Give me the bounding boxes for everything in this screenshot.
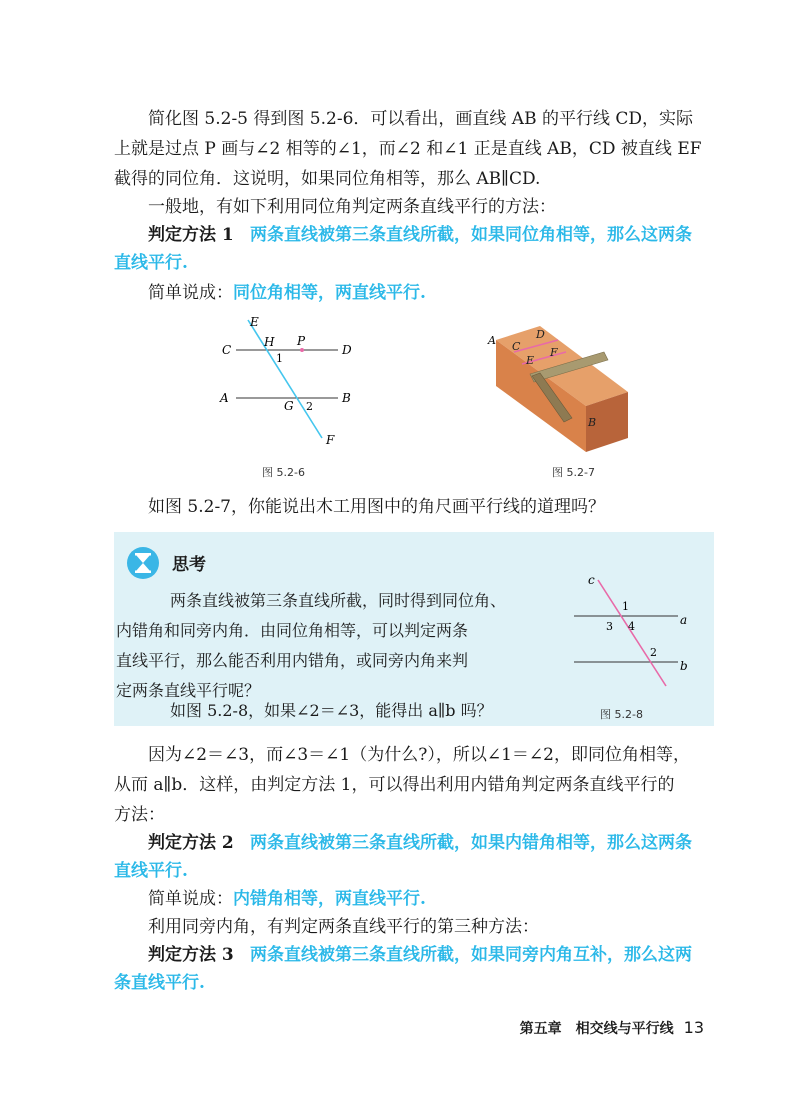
think-line5: 如图 5.2-8，如果∠2＝∠3，能得出 a∥b 吗？ [170,701,493,720]
label-f: F [326,433,335,447]
para3-line2: 从而 a∥b．这样，由判定方法 1，可以得出利用内错角判定两条直线平行的 [114,775,675,795]
para2: 一般地，有如下利用同位角判定两条直线平行的方法： [148,197,556,217]
method3-line2: 条直线平行. [114,973,205,993]
para3-line1: 因为∠2＝∠3，而∠3＝∠1（为什么?），所以∠1＝∠2，即同位角相等， [148,745,690,765]
label-g: G [284,399,294,413]
label-a: a [680,613,688,627]
label-p: P [297,334,306,348]
method2-text: 两条直线被第三条直线所截，如果内错角相等，那么这两条 [249,833,692,853]
think-line4: 定两条直线平行呢？ [116,681,261,700]
simple2-prefix: 简单说成： [148,889,233,909]
hourglass-icon [126,546,160,580]
label-angle1: 1 [622,600,629,613]
think-box [114,532,714,726]
figure-5-2-8 [562,572,692,702]
point-p [300,348,304,352]
page-number: 13 [683,1018,704,1037]
method3-text: 两条直线被第三条直线所截，如果同旁内角互补，那么这两 [249,945,692,965]
label-d: D [342,343,352,357]
label-e: E [526,354,535,367]
label-h: H [264,335,275,349]
question: 如图 5.2-7，你能说出木工用图中的角尺画平行线的道理吗？ [148,497,605,517]
label-angle4: 4 [628,620,635,633]
label-b: B [588,416,597,429]
method1-line1 [148,220,748,250]
method2-line1 [148,828,748,858]
caption-5-2-6: 图 5.2-6 [262,466,305,479]
method1-label: 判定方法 1 [148,225,234,245]
caption-5-2-8: 图 5.2-8 [600,708,643,721]
label-c: C [222,343,232,357]
simple1-text: 同位角相等，两直线平行. [233,283,426,303]
label-angle2: 2 [650,646,657,659]
label-angle3: 3 [606,620,613,633]
label-e: E [250,315,259,329]
simple2 [148,884,748,914]
method2-label: 判定方法 2 [148,833,234,853]
page-footer [520,1018,704,1038]
para1-line3: 截得的同位角．这说明，如果同位角相等，那么 AB∥CD. [114,169,541,189]
para3-line3: 方法： [114,805,165,825]
simple1-prefix: 简单说成： [148,283,233,303]
method1-text: 两条直线被第三条直线所截，如果同位角相等，那么这两条 [249,225,692,245]
method2-line2: 直线平行. [114,861,188,881]
label-angle2: 2 [306,400,313,413]
label-f: F [550,346,558,359]
figure-5-2-7 [486,318,646,458]
think-title: 思考 [172,555,206,575]
simple1 [148,278,748,308]
line-ef [248,320,322,438]
para4: 利用同旁内角，有判定两条直线平行的第三种方法： [148,917,539,937]
label-b: b [680,659,688,673]
simple2-text: 内错角相等，两直线平行. [233,889,426,909]
think-line2: 内错角和同旁内角．由同位角相等，可以判定两条 [116,621,469,640]
think-line1: 两条直线被第三条直线所截，同时得到同位角、 [170,591,507,610]
para1-line2: 上就是过点 P 画与∠2 相等的∠1，而∠2 和∠1 正是直线 AB，CD 被直线 EF [114,139,702,159]
caption-5-2-7: 图 5.2-7 [552,466,595,479]
think-line3: 直线平行，那么能否利用内错角，或同旁内角来判 [116,651,469,670]
method3-label: 判定方法 3 [148,945,234,965]
method1-line2: 直线平行. [114,253,188,273]
label-angle1: 1 [276,352,283,365]
method3-line1 [148,940,748,970]
figure-5-2-6 [210,310,370,450]
para1-line1: 简化图 5.2-5 得到图 5.2-6．可以看出，画直线 AB 的平行线 CD，实际 [148,109,694,129]
label-d: D [536,328,545,341]
chapter-title: 第五章 相交线与平行线 [519,1021,674,1037]
label-a: A [488,334,496,347]
label-c: C [512,340,521,353]
label-b: B [342,391,351,405]
line-c [598,580,666,686]
label-a: A [220,391,229,405]
label-c: c [588,573,595,587]
